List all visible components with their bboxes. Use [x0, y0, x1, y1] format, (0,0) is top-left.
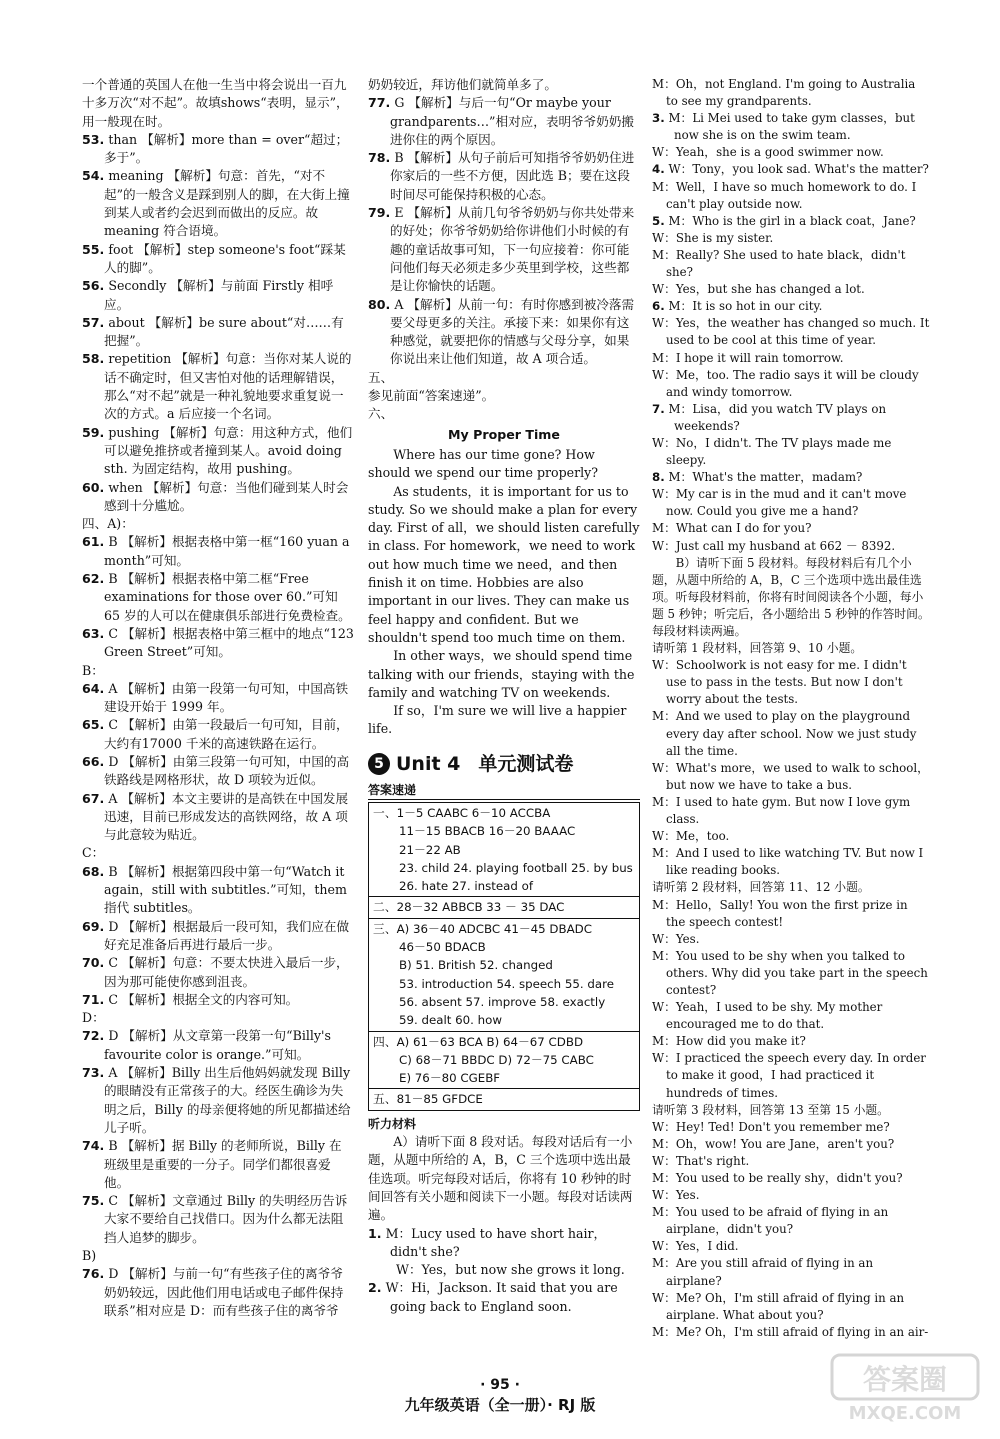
- text-line: W：Yes，I did.: [652, 1239, 739, 1254]
- item-text: M：Li Mei used to take gym classes，but now she is on the swim team.: [668, 111, 915, 143]
- answer-line: 21－22 AB: [399, 842, 461, 857]
- item-number: 66.: [82, 753, 105, 769]
- text-line: B): [82, 1248, 97, 1263]
- answer-item: [368, 204, 640, 295]
- item-number: 75.: [82, 1193, 105, 1209]
- answer-item: [82, 479, 354, 516]
- item-number: 65.: [82, 717, 105, 733]
- item-number: 7.: [652, 401, 665, 416]
- text-line: 请听第 3 段材料，回答第 13 至第 15 小题。: [652, 1102, 889, 1117]
- item-text: A 【解析】从前一句：有时你感到被冷落需要父母更多的关注。承接下来：如果你有这种感觉，就要把你的情感与父母分享，如果你说出来让他们知道，故 A 项合适。: [390, 296, 635, 367]
- text-line: W：I practiced the speech every day. In order to make it good，I had practiced it hundreds of times.: [652, 1051, 926, 1100]
- item-text: B 【解析】根据第四段中第一句“Watch it again，still with subtitles.”可知，them 指代 subtitles。: [104, 863, 347, 916]
- text-line: 六、: [368, 406, 394, 422]
- watermark-text: 答案圈: [862, 1363, 948, 1396]
- text-line: B）请听下面 5 段材料。每段材料后有几个小题，从题中所给的 A，B，C 三个选项中选出最佳选项。听每段材料前，你将有时间阅读各个小题，每小题 5 秒钟；听完后，各小题给出 5 秒钟的作答时间。每段材料读两遍。: [652, 555, 930, 638]
- answer-item: [652, 469, 930, 486]
- answer-item: [82, 277, 354, 314]
- unit-heading: [368, 753, 640, 775]
- unit-title: 单元测试卷: [478, 752, 574, 775]
- text-line: W：What's more，we used to walk to school，but now we have to take a bus.: [652, 760, 929, 792]
- answer-item: [652, 213, 930, 230]
- answer-item: [652, 298, 930, 315]
- text-line: W：Me? Oh，I'm still afraid of flying in an airplane. What about you?: [652, 1290, 905, 1322]
- answer-item: [82, 533, 354, 570]
- answer-line: 一、1－5 CAABC 6－10 ACCBA: [373, 805, 551, 820]
- text-line: As students，it is important for us to study. So we should make a plan for every day. First of all，we should listen carefully in class. For homework，we need to work out how much time we need，and then finish it on time. Hobbies are also important in our lives. They can make us feel happy and confident. But we shouldn't spend too much time on them.: [368, 483, 640, 645]
- answer-item: [82, 625, 354, 662]
- answer-line: 二、28－32 ABBCB 33 － 35 DAC: [373, 900, 565, 915]
- item-number: 67.: [82, 790, 105, 806]
- item-text: about 【解析】be sure about“对……有把握”。: [104, 314, 344, 349]
- unit-name: Unit 4: [396, 752, 461, 775]
- text-line: M：How did you make it?: [652, 1034, 806, 1049]
- answer-line: 11－15 BBACB 16－20 BAAAC: [399, 824, 576, 839]
- answer-row: [369, 919, 639, 1032]
- text-line: A）请听下面 8 段对话。每段对话后有一小题，从题中所给的 A，B，C 三个选项中选出最佳选项。听完每段对话后，你将有 10 秒钟的时间回答有关小题和阅读下一小题。每段对话读两遍。: [368, 1134, 633, 1223]
- item-number: 60.: [82, 479, 105, 495]
- text-line: W：She is my sister.: [652, 230, 774, 245]
- text-line: M：Oh，not England. I'm going to Australia to see my grandparents.: [652, 77, 916, 109]
- text-line: 一个普通的英国人在他一生当中将会说出一百九十多万次“对不起”。故填shows“表明，显示”，用一般现在时。: [82, 77, 349, 129]
- item-text: C 【解析】根据全文的内容可知。: [108, 991, 299, 1007]
- item-text: M：What's the matter，madam?: [668, 470, 863, 485]
- column-right: [652, 76, 930, 1341]
- item-number: 4.: [652, 162, 665, 177]
- item-text: B 【解析】根据表格中第一框“160 yuan a month”可知。: [104, 534, 350, 568]
- item-text: W：Tony，you look sad. What's the matter?: [668, 162, 929, 177]
- answer-item: [82, 1064, 354, 1137]
- unit-number-badge: 5: [368, 753, 390, 775]
- answer-line: E) 76－80 CGEBF: [399, 1071, 501, 1086]
- item-text: M：It is so hot in our city.: [668, 299, 823, 314]
- item-number: 5.: [652, 213, 665, 228]
- text-line: M：You used to be really shy，didn't you?: [652, 1171, 903, 1185]
- answer-item: [652, 401, 930, 435]
- text-line: W：Yes.: [652, 1188, 700, 1203]
- answer-item: [82, 1265, 354, 1320]
- item-number: 54.: [82, 168, 105, 184]
- answer-line: B) 51. British 52. changed: [399, 958, 553, 973]
- text-line: W：That's right.: [652, 1153, 750, 1168]
- answer-item: [652, 161, 930, 178]
- item-number: 62.: [82, 571, 105, 587]
- answer-item: [652, 110, 930, 144]
- text-line: M：And we used to play on the playground every day after school. Now we just study all the time.: [652, 709, 917, 758]
- answer-item: [82, 790, 354, 845]
- item-text: A 【解析】Billy 出生后他妈妈就发现 Billy 的眼睛没有正常孩子的大。经医生确诊为失明之后，Billy 的母亲便将她的所见都描述给儿子听。: [104, 1065, 351, 1135]
- answer-line: 53. introduction 54. speech 55. dare: [399, 976, 614, 991]
- answer-item: [82, 1192, 354, 1247]
- text-line: 四、A)：: [82, 516, 134, 532]
- answer-item: [82, 918, 354, 955]
- answer-line: 26. hate 27. instead of: [399, 879, 533, 894]
- item-text: A 【解析】由第一段第一句可知，中国高铁建设开始于 1999 年。: [104, 680, 349, 715]
- item-number: 78.: [368, 150, 391, 166]
- text-line: W：Me，too.: [652, 829, 730, 844]
- item-number: 58.: [82, 351, 105, 367]
- watermark-logo: [830, 1353, 980, 1425]
- text-line: W：Yes，but she has changed a lot.: [652, 282, 865, 297]
- answer-item: [368, 296, 640, 369]
- item-text: repetition 【解析】句意：当你对某人说的话不确定时，但又害怕对他的话理解错误，那么“对不起”就是一种礼貌地要求重复说一次的方式。a 后应接一个名词。: [104, 351, 352, 422]
- watermark-url: MXQE.COM: [848, 1403, 962, 1424]
- answer-line: 46－50 BDACB: [399, 940, 486, 955]
- answer-box: [368, 802, 640, 1111]
- book-title: 九年级英语（全一册）· RJ 版: [404, 1396, 596, 1415]
- answer-item: [82, 314, 354, 351]
- item-number: 55.: [82, 241, 105, 257]
- item-text: E 【解析】从前几句爷爷奶奶与你共处带来的好处；你爷爷奶奶给你讲他们小时候的有趣的童话故事可知，下一句应接着：你可能问他们每天必须走多少英里到学校，这些都是让你愉快的话题。: [390, 205, 635, 294]
- column-left: [82, 76, 354, 1320]
- text-line: M：Are you still afraid of flying in an airplane?: [652, 1256, 874, 1288]
- item-text: pushing 【解析】句意：用这种方式，他们可以避免推挤或者撞到某人。avoid doing sth. 为固定结构，故用 pushing。: [104, 424, 353, 477]
- item-number: 77.: [368, 95, 391, 111]
- text-line: In other ways，we should spend time talking with our friends，staying with the family and watching TV on weekends.: [368, 648, 635, 700]
- answer-item: [82, 570, 354, 625]
- item-number: 1.: [368, 1225, 382, 1241]
- answer-item: [368, 1225, 640, 1262]
- answer-row: [369, 1089, 639, 1109]
- text-line: W：My car is in the mud and it can't move now. Could you give me a hand?: [652, 487, 907, 519]
- text-line: M：Really? She used to hate black，didn't she?: [652, 247, 906, 280]
- item-number: 53.: [82, 131, 105, 147]
- item-text: M：Lisa，did you watch TV plays on weekends?: [668, 401, 887, 433]
- item-number: 63.: [82, 625, 105, 641]
- text-line: M：I used to hate gym. But now I love gym class.: [652, 794, 911, 827]
- item-text: D 【解析】从文章第一段第一句“Billy's favourite color is orange.”可知。: [104, 1028, 331, 1062]
- item-text: when 【解析】句意：当他们碰到某人时会感到十分尴尬。: [104, 479, 349, 513]
- text-line: W：Yes.: [652, 931, 700, 946]
- answer-item: [82, 1027, 354, 1064]
- answer-item: [82, 753, 354, 790]
- text-line: 五、: [368, 369, 394, 385]
- item-number: 69.: [82, 918, 105, 934]
- answer-item: [82, 954, 354, 991]
- text-line: W：Yeah，she is a good swimmer now.: [652, 145, 884, 160]
- col2-tail: [368, 1133, 640, 1316]
- item-text: than 【解析】more than = over“超过；多于”。: [104, 131, 349, 166]
- item-text: meaning 【解析】句意：首先，“对不起”的一般含义是踩到别人的脚，在大街上撞到某人或者约会迟到而做出的反应。故 meaning 符合语境。: [104, 168, 350, 239]
- text-line: M：What can I do for you?: [652, 521, 812, 536]
- answer-item: [82, 350, 354, 423]
- item-text: B 【解析】从句子前后可知指爷爷奶奶住进你家后的一些不方便，因此选 B；要在这段时间尽可能保持积极的心态。: [390, 150, 635, 202]
- col2-top: [368, 76, 640, 739]
- item-text: G 【解析】与后一句“Or maybe your grandparents…”相对应，表明爷爷奶奶搬进你住的两个原因。: [390, 95, 635, 147]
- text-line: W：Yeah，I used to be shy. My mother encouraged me to do that.: [652, 1000, 883, 1032]
- item-text: B 【解析】据 Billy 的老师所说，Billy 在班级里是重要的一分子。同学们都很喜爱他。: [104, 1138, 342, 1190]
- item-number: 2.: [368, 1280, 382, 1296]
- text-line: M：Me? Oh，I'm still afraid of flying in an air-: [652, 1324, 929, 1339]
- item-number: 76.: [82, 1266, 105, 1282]
- text-line: 参见前面“答案速递”。: [368, 388, 495, 404]
- item-text: W：Hi，Jackson. It said that you are going back to England soon.: [385, 1280, 618, 1314]
- answer-item: [82, 863, 354, 918]
- item-number: 72.: [82, 1028, 105, 1044]
- item-text: C 【解析】句意：不要太快进入最后一步，因为那可能使你感到沮丧。: [104, 955, 349, 989]
- item-number: 56.: [82, 278, 105, 294]
- answer-row: [369, 897, 639, 918]
- page-number: · 95 ·: [480, 1377, 520, 1393]
- text-line: M：Well，I have so much homework to do. I can't play outside now.: [652, 179, 917, 211]
- item-number: 74.: [82, 1138, 105, 1154]
- text-line: W：No，I didn't. The TV plays made me sleepy.: [652, 435, 892, 468]
- text-line: W：Schoolwork is not easy for me. I didn't use to pass in the tests. But now I don't worry about the tests.: [652, 658, 907, 707]
- item-text: A 【解析】本文主要讲的是高铁在中国发展迅速，目前已形成发达的高铁网络，故 A 项与此意较为贴近。: [104, 790, 349, 843]
- answer-item: [82, 680, 354, 717]
- item-text: D 【解析】根据最后一段可知，我们应在做好充足准备后再进行最后一步。: [104, 918, 350, 952]
- answer-line: 五、81－85 GFDCE: [373, 1092, 483, 1107]
- answer-line: 23. child 24. playing football 25. by bus: [399, 860, 633, 875]
- answer-row: [369, 803, 639, 897]
- answer-line: 56. absent 57. improve 58. exactly: [399, 994, 606, 1009]
- item-text: M：Lucy used to have short hair，didn't she?: [385, 1225, 607, 1259]
- item-number: 64.: [82, 680, 105, 696]
- answer-item: [368, 94, 640, 149]
- listening-label: 听力材料: [368, 1116, 417, 1131]
- text-line: 请听第 2 段材料，回答第 11、12 小题。: [652, 880, 870, 895]
- text-line: 请听第 1 段材料，回答第 9、10 小题。: [652, 641, 863, 656]
- answer-item: [82, 716, 354, 753]
- item-text: D 【解析】与前一句“有些孩子住的离爷爷奶奶较远，因此他们用电话或电子邮件保持联系”相对应是 D：而有些孩子住的离爷爷: [104, 1266, 344, 1318]
- column-middle: [368, 76, 640, 1316]
- text-line: If so，I'm sure we will live a happier life.: [368, 703, 627, 737]
- answer-line: 59. dealt 60. how: [399, 1013, 502, 1028]
- text-line: M：I hope it will rain tomorrow.: [652, 350, 844, 365]
- answer-item: [82, 241, 354, 278]
- item-text: M：Who is the girl in a black coat，Jane?: [668, 213, 916, 228]
- item-number: 59.: [82, 424, 105, 440]
- item-number: 8.: [652, 470, 665, 485]
- text-line: D：: [82, 1010, 105, 1026]
- answer-item: [368, 1279, 640, 1316]
- item-number: 80.: [368, 296, 391, 312]
- text-line: M：And I used to like watching TV. But now I like reading books.: [652, 846, 924, 878]
- item-number: 71.: [82, 991, 105, 1007]
- text-line: W：Yes，the weather has changed so much. It used to be cool at this time of year.: [652, 316, 930, 348]
- item-number: 3.: [652, 111, 665, 126]
- text-line: W：Me，too. The radio says it will be cloudy and windy tomorrow.: [652, 367, 919, 399]
- item-text: foot 【解析】step someone's foot“踩某人的脚”。: [104, 241, 346, 275]
- text-line: W：Just call my husband at 662 － 8392.: [652, 538, 896, 553]
- text-line: M：Oh，wow! You are Jane，aren't you?: [652, 1136, 895, 1151]
- text-line: 奶奶较近，拜访他们就简单多了。: [368, 77, 557, 92]
- item-number: 57.: [82, 314, 105, 330]
- answer-item: [82, 1137, 354, 1192]
- text-line: Where has our time gone? How should we spend our time properly?: [368, 446, 599, 481]
- answer-item: [368, 149, 640, 204]
- text-line: W：Hey! Ted! Don't you remember me?: [652, 1119, 890, 1134]
- answer-line: 四、A) 61－63 BCA B) 64－67 CDBD: [373, 1034, 584, 1049]
- answer-line: C) 68－71 BBDC D) 72－75 CABC: [399, 1052, 594, 1067]
- text-line: W：Yes，but now she grows it long.: [396, 1262, 625, 1278]
- item-text: C 【解析】文章通过 Billy 的失明经历告诉大家不要给自己找借口。因为什么都无法阻挡人追梦的脚步。: [104, 1193, 348, 1245]
- item-text: C 【解析】根据表格中第三框中的地点“123 Green Street”可知。: [104, 625, 354, 660]
- item-text: Secondly 【解析】与前面 Firstly 相呼应。: [104, 278, 334, 312]
- item-text: C 【解析】由第一段最后一句可知，目前，大约有17000 千米的高速铁路在运行。: [104, 717, 349, 751]
- answer-item: [82, 991, 354, 1009]
- item-number: 68.: [82, 863, 105, 879]
- item-text: B 【解析】根据表格中第二框“Free examinations for those over 60.”可知 65 岁的人可以在健康俱乐部进行免费检查。: [104, 571, 351, 623]
- essay-title: My Proper Time: [448, 426, 560, 442]
- item-number: 70.: [82, 955, 105, 971]
- text-line: M：Hello，Sally! You won the first prize in the speech contest!: [652, 897, 908, 929]
- answer-item: [82, 424, 354, 479]
- answers-label: 答案速递: [368, 781, 640, 800]
- text-line: M：You used to be shy when you talked to others. Why did you take part in the speech contest?: [652, 948, 928, 997]
- text-line: B：: [82, 662, 104, 678]
- text-line: M：You used to be afraid of flying in an airplane，didn't you?: [652, 1205, 889, 1237]
- item-number: 79.: [368, 205, 391, 221]
- answer-item: [82, 167, 354, 240]
- text-line: C：: [82, 845, 105, 861]
- item-text: D 【解析】由第三段第一句可知，中国的高铁路线是网格形状，故 D 项较为近似。: [104, 753, 350, 788]
- item-number: 73.: [82, 1065, 105, 1081]
- answer-item: [82, 131, 354, 168]
- answer-row: [369, 1032, 639, 1090]
- item-number: 61.: [82, 534, 105, 550]
- answer-line: 三、A) 36－40 ADCBC 41－45 DBADC: [373, 921, 592, 936]
- item-number: 6.: [652, 299, 665, 314]
